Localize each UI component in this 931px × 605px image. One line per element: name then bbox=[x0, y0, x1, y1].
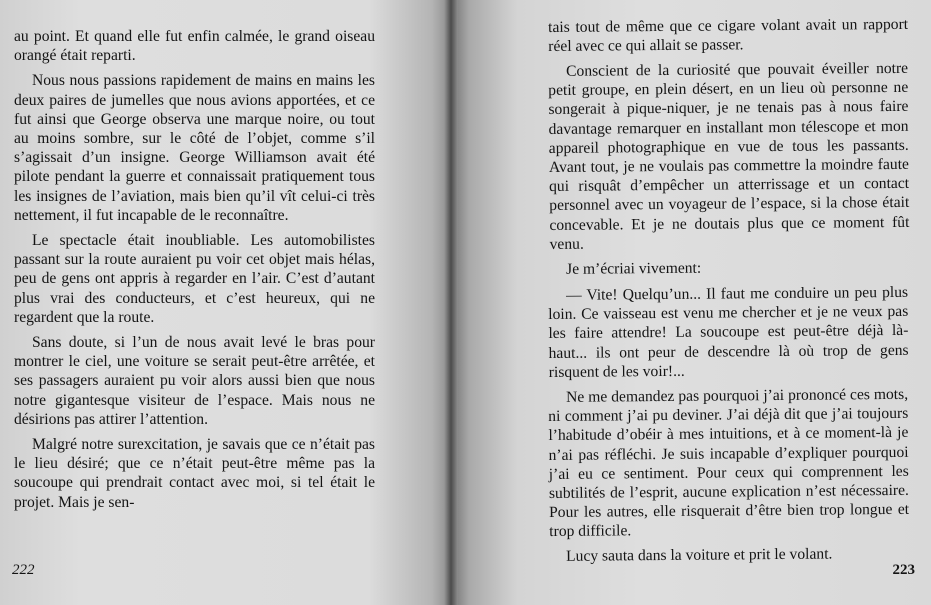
paragraph: Ne me demandez pas pourquoi j’ai prononcé ces mots, ni comment j’ai pu deviner. J’ai déjà dit que j’ai toujours l’habitude d’obéir à mes intuitions, et à ce moment-là je n’ai pas réfléchi. Je suis incapable d’expliquer pourquoi j’ai eu ce sentiment. Pour ceux qui comprennent les subtilités de l’esprit, aucune explication n’est nécessaire. Pour les autres, elle risquerait d’être bien trop longue et trop difficile. bbox=[548, 385, 910, 541]
right-page-text bbox=[548, 15, 910, 572]
book-gutter bbox=[444, 0, 458, 605]
page-number-left: 222 bbox=[12, 562, 35, 578]
paragraph: — Vite! Quelqu’un... Il faut me conduire un peu plus loin. Ce vaisseau est venu me chercher et je ne veux pas les faire attendre! La soucoupe est peut-être déjà là-haut... ils ont peur de descendre là où trop de gens risquent de les voir!... bbox=[548, 283, 909, 381]
paragraph: Malgré notre surexcitation, je savais que ce n’était pas le lieu désiré; que ce n’était peut-être même pas la soucoupe qui prendrait contact avec moi, si tel était le projet. Mais je sen- bbox=[14, 436, 375, 511]
paragraph: Sans doute, si l’un de nous avait levé le bras pour montrer le ciel, une voiture se serait peut-être arrêtée, et ses passagers auraient pu voir alors aussi bien que nous notre gigantesque visiteur de l’espace. Mais nous ne désirions pas attirer l’attention. bbox=[14, 334, 375, 428]
left-page bbox=[0, 0, 450, 605]
paragraph: Je m’écriai vivement: bbox=[566, 260, 702, 279]
paragraph: Nous nous passions rapidement de mains en mains les deux paires de jumelles que nous avions apportées, et ce fut ainsi que George observa une marque noire, ou tout au moins sombre, sur le côté de l’objet, comme s’il s’agissait d’un insigne. George Williamson avait été pilote pendant la guerre et connaissait pratiquement tous les insignes de l’aviation, mais bien qu’il vît celui-ci très nettement, il fut incapable de le reconnaître. bbox=[14, 72, 375, 224]
paragraph: tais tout de même que ce cigare volant avait un rapport réel avec ce qui allait se passer. bbox=[548, 15, 909, 56]
paragraph: Conscient de la curiosité que pouvait éveiller notre petit groupe, en plein désert, en un lieu où personne ne songerait à pique-niquer, je ne tenais pas à nous faire davantage remarquer en installant mon télescope et mon appareil photographique en vue de tous les passants. Avant tout, je ne voulais pas commettre la moindre faute qui risquât d’empêcher un atterrissage et un contact personnel avec un voyageur de l’espace, si la chose était concevable. Et je ne doutais plus que ce moment fût venu. bbox=[548, 60, 910, 254]
page-number-right: 223 bbox=[892, 562, 915, 578]
left-page-text bbox=[14, 27, 375, 518]
right-page bbox=[450, 0, 931, 605]
paragraph: au point. Et quand elle fut enfin calmée, le grand oiseau orangé était reparti. bbox=[14, 28, 375, 65]
paragraph: Lucy sauta dans la voiture et prit le volant. bbox=[566, 545, 833, 566]
paragraph: Le spectacle était inoubliable. Les automobilistes passant sur la route auraient pu voir cet objet mais hélas, peu de gens ont appris à regarder en l’air. C’est d’autant plus vrai des conducteurs, et c’est heureux, qui ne regardent que la route. bbox=[14, 232, 375, 326]
